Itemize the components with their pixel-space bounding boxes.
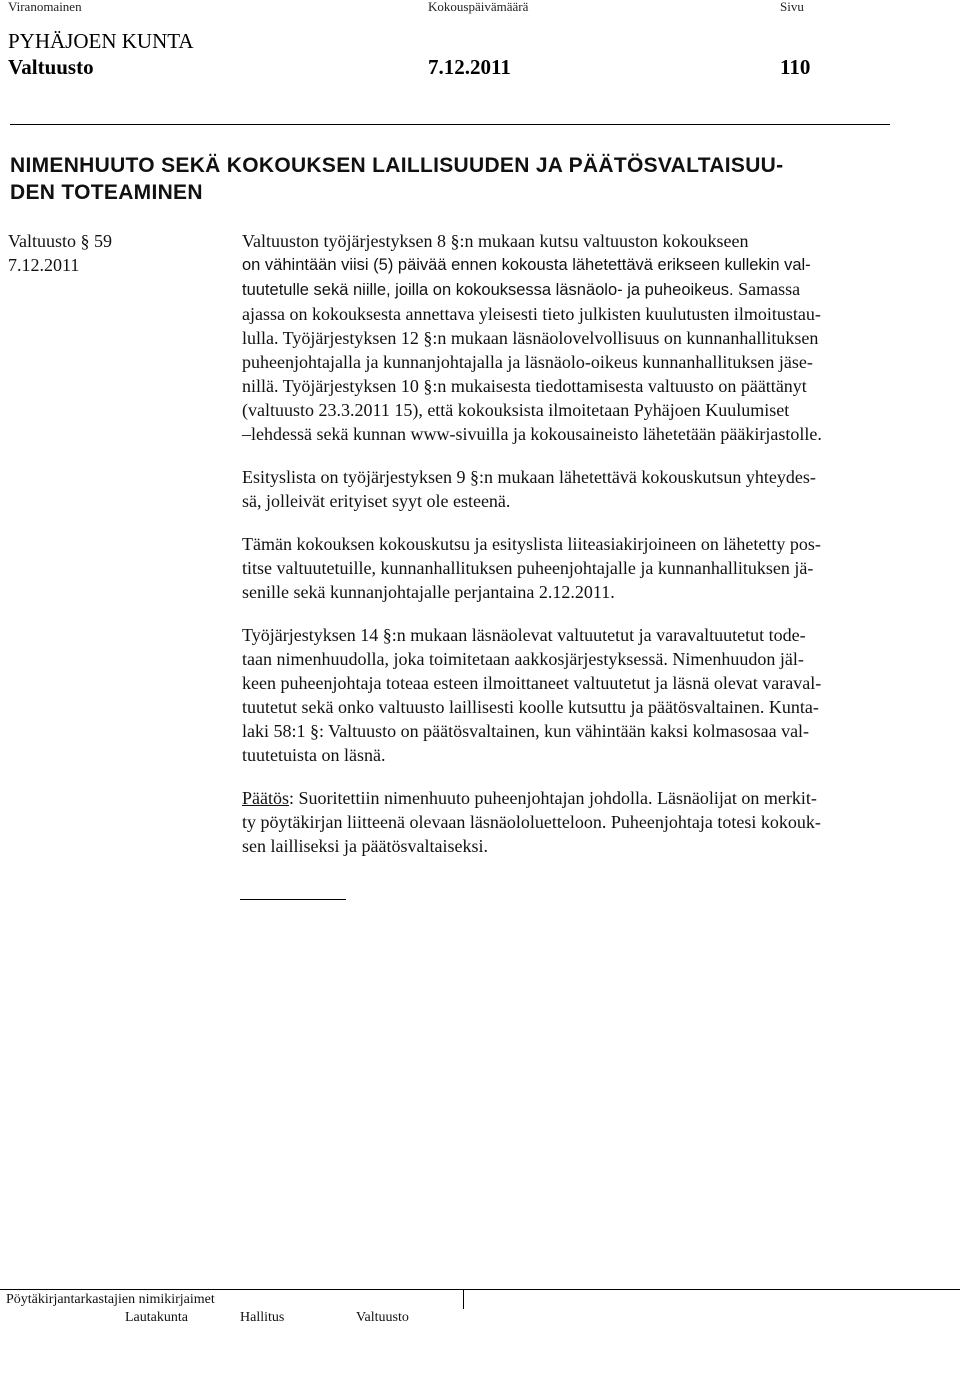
text-line: Työjärjestyksen 14 §:n mukaan läsnäolevat valtuutetut ja varavaltuutetut tode- bbox=[242, 625, 806, 645]
organization-name: PYHÄJOEN KUNTA bbox=[8, 29, 194, 53]
section-title bbox=[10, 152, 910, 206]
footer-caption: Pöytäkirjantarkastajien nimikirjaimet bbox=[6, 1292, 215, 1307]
footer-top-border bbox=[0, 1289, 960, 1290]
text-line: Valtuuston työjärjestyksen 8 §:n mukaan kutsu valtuuston kokoukseen bbox=[242, 231, 749, 251]
text-line bbox=[242, 786, 902, 810]
header-divider bbox=[10, 124, 890, 125]
text-line: lulla. Työjärjestyksen 12 §:n mukaan läsnäolovelvollisuus on kunnanhallituksen bbox=[242, 328, 819, 348]
section-title-line: NIMENHUUTO SEKÄ KOKOUKSEN LAILLISUUDEN JA PÄÄTÖSVALTAISUU- bbox=[10, 154, 784, 177]
decision-label: Päätös bbox=[242, 788, 289, 808]
text-line: senille sekä kunnanjohtajalle perjantaina 2.12.2011. bbox=[242, 582, 615, 602]
paragraph-decision bbox=[242, 786, 902, 858]
header-label-page: Sivu bbox=[780, 0, 804, 14]
text-line: on vähintään viisi (5) päivää ennen kokousta lähetettävä erikseen kullekin val- bbox=[242, 256, 811, 274]
footer-initials-board: Hallitus bbox=[240, 1310, 285, 1325]
paragraph-agenda bbox=[242, 465, 902, 513]
text-line bbox=[242, 277, 902, 302]
paragraph-invitation-sent bbox=[242, 532, 902, 604]
section-end-rule bbox=[240, 899, 346, 900]
text-line: Tämän kokouksen kokouskutsu ja esityslista liiteasiakirjoineen on lähetetty pos- bbox=[242, 534, 821, 554]
text-line: puheenjohtajalla ja kunnanjohtajalla ja läsnäolo-oikeus kunnanhallituksen jäse- bbox=[242, 352, 813, 372]
text-segment: : Suoritettiin nimenhuuto puheenjohtajan johdolla. Läsnäolijat on merkit- bbox=[289, 788, 817, 808]
text-line: sen lailliseksi ja päätösvaltaiseksi. bbox=[242, 836, 488, 856]
paragraph-roll-call-rules bbox=[242, 623, 902, 767]
page-number: 110 bbox=[780, 55, 811, 79]
text-line: taan nimenhuudolla, joka toimitetaan aakkosjärjestyksessä. Nimenhuudon jäl- bbox=[242, 649, 804, 669]
text-line: tuutetuista on läsnä. bbox=[242, 745, 386, 765]
footer-divider bbox=[463, 1289, 464, 1309]
text-line: ajassa on kokouksesta annettava yleisesti tieto julkisten kuulutusten ilmoitustau- bbox=[242, 304, 821, 324]
text-line: –lehdessä sekä kunnan www-sivuilla ja kokousaineisto lähetetään pääkirjastolle. bbox=[242, 424, 822, 444]
text-segment: tuutetulle sekä niille, joilla on kokouksessa läsnäolo- ja puheoikeus. bbox=[242, 281, 734, 299]
item-reference-date: 7.12.2011 bbox=[8, 255, 80, 275]
header-label-authority: Viranomainen bbox=[8, 0, 82, 14]
text-line: (valtuusto 23.3.2011 15), että kokouksista ilmoitetaan Pyhäjoen Kuulumiset bbox=[242, 400, 790, 420]
footer bbox=[0, 1289, 960, 1399]
text-line: nillä. Työjärjestyksen 10 §:n mukaisesta tiedottamisesta valtuusto on päättänyt bbox=[242, 376, 807, 396]
text-line: tuutetut sekä onko valtuusto laillisesti koolle kutsuttu ja päätösvaltainen. Kunta- bbox=[242, 697, 819, 717]
footer-initials-committee: Lautakunta bbox=[125, 1310, 188, 1325]
section-title-line: DEN TOTEAMINEN bbox=[10, 181, 203, 204]
text-segment: Samassa bbox=[738, 279, 801, 299]
text-line: Esityslista on työjärjestyksen 9 §:n mukaan lähetettävä kokouskutsun yhteydes- bbox=[242, 467, 816, 487]
paragraph-notice-rules bbox=[242, 229, 902, 446]
meeting-date: 7.12.2011 bbox=[428, 55, 511, 79]
text-line: laki 58:1 §: Valtuusto on päätösvaltainen, kun vähintään kaksi kolmasosaa val- bbox=[242, 721, 810, 741]
item-reference-number: Valtuusto § 59 bbox=[8, 231, 113, 251]
footer-initials-council: Valtuusto bbox=[356, 1310, 409, 1325]
item-reference bbox=[8, 229, 112, 277]
text-line: sä, jolleivät erityiset syyt ole esteenä. bbox=[242, 491, 511, 511]
header-label-meeting-date: Kokouspäivämäärä bbox=[428, 0, 529, 14]
text-line: keen puheenjohtaja toteaa esteen ilmoittaneet valtuutetut ja läsnä olevat varaval- bbox=[242, 673, 822, 693]
text-line: titse valtuutetuille, kunnanhallituksen puheenjohtajalle ja kunnanhallituksen jä- bbox=[242, 558, 814, 578]
text-line: ty pöytäkirjan liitteenä olevaan läsnäololuetteloon. Puheenjohtaja totesi kokouk- bbox=[242, 812, 821, 832]
document-body bbox=[242, 229, 902, 858]
body-name: Valtuusto bbox=[8, 55, 94, 79]
